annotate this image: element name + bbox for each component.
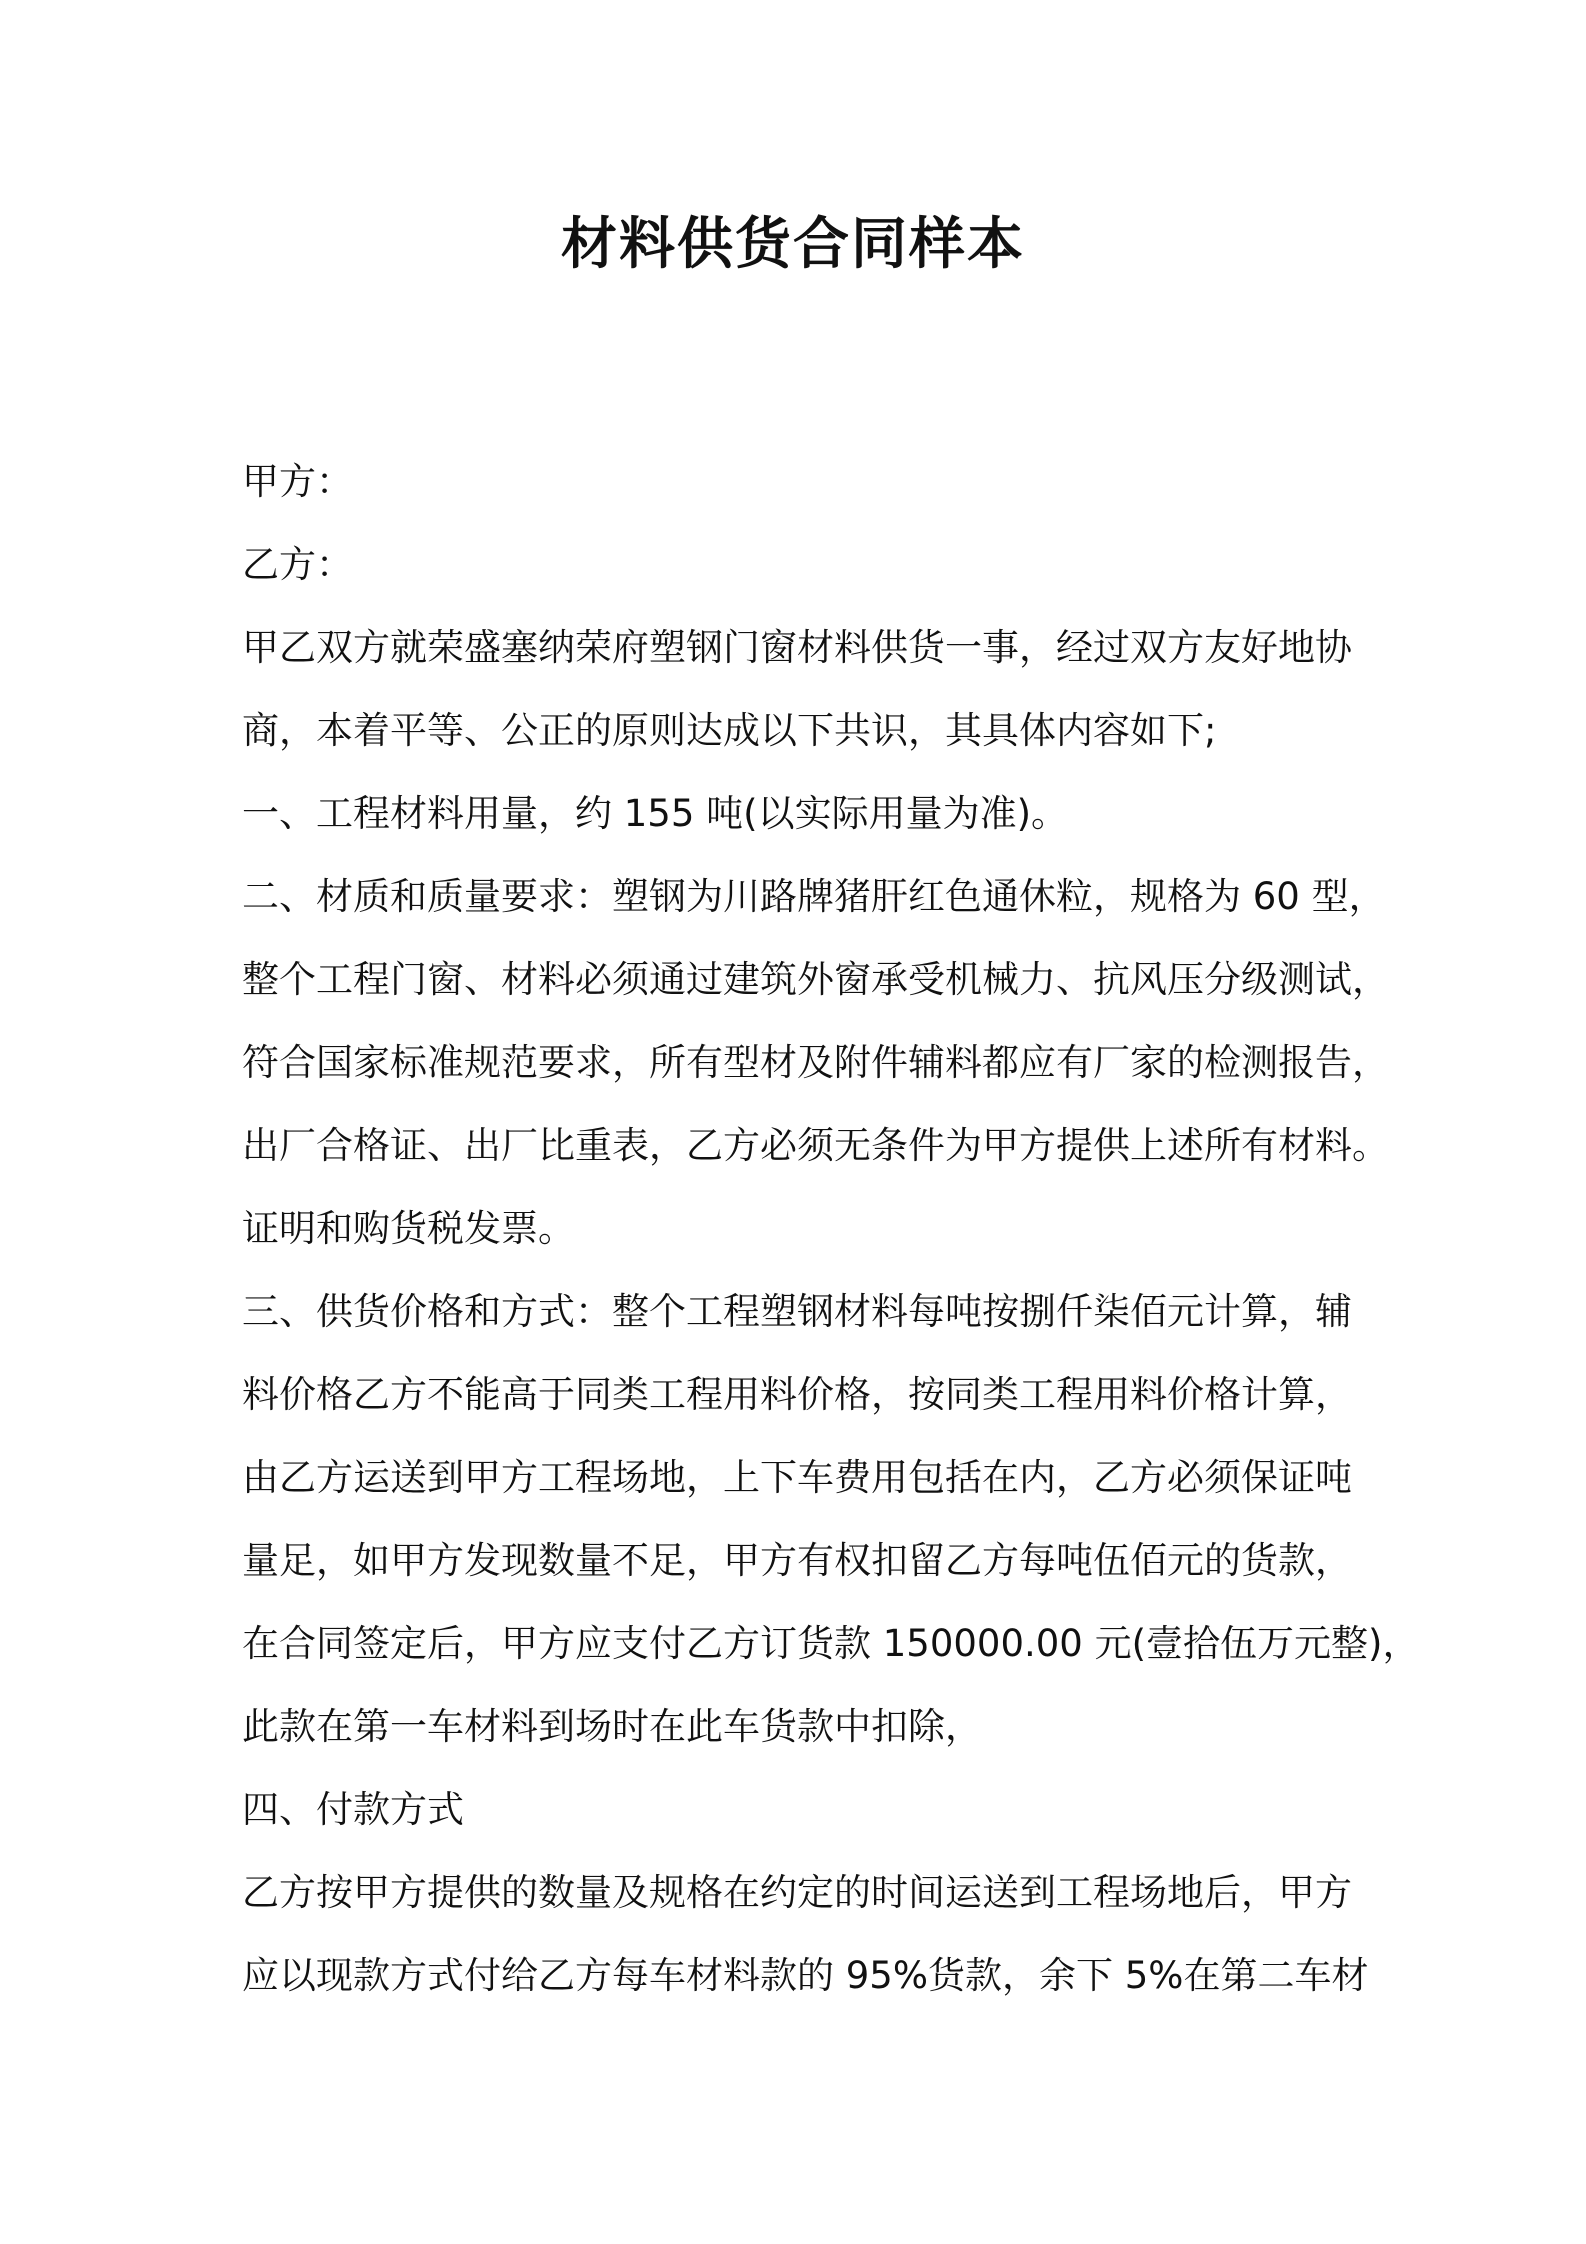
party-b-line: 乙方： <box>242 543 353 586</box>
clause-3-line: 量足，如甲方发现数量不足，甲方有权扣留乙方每吨伍佰元的货款， <box>242 1539 1352 1582</box>
document-body <box>242 440 1420 2017</box>
clause-3-line: 此款在第一车材料到场时在此车货款中扣除， <box>242 1705 982 1748</box>
intro-line: 商，本着平等、公正的原则达成以下共识，其具体内容如下; <box>242 709 1217 752</box>
clause-3-line: 料价格乙方不能高于同类工程用料价格，按同类工程用料价格计算， <box>242 1373 1352 1416</box>
document-title: 材料供货合同样本 <box>561 212 1025 277</box>
intro-line: 甲乙双方就荣盛塞纳荣府塑钢门窗材料供货一事，经过双方友好地协 <box>242 626 1352 669</box>
clause-2-line: 证明和购货税发票。 <box>242 1207 575 1250</box>
clause-3-line: 三、供货价格和方式：整个工程塑钢材料每吨按捌仟柒佰元计算，辅 <box>242 1290 1352 1333</box>
clause-2-line: 整个工程门窗、材料必须通过建筑外窗承受机械力、抗风压分级测试， <box>242 958 1389 1001</box>
clause-1-line: 一、工程材料用量，约 155 吨(以实际用量为准)。 <box>242 792 1069 835</box>
clause-2-line: 出厂合格证、出厂比重表，乙方必须无条件为甲方提供上述所有材料。 <box>242 1124 1389 1167</box>
clause-2-line: 二、材质和质量要求：塑钢为川路牌猪肝红色通休粒，规格为 60 型， <box>242 875 1386 918</box>
clause-4-line: 乙方按甲方提供的数量及规格在约定的时间运送到工程场地后，甲方 <box>242 1871 1352 1914</box>
party-a-line: 甲方： <box>242 460 353 503</box>
clause-2-line: 符合国家标准规范要求，所有型材及附件辅料都应有厂家的检测报告， <box>242 1041 1389 1084</box>
clause-3-line: 由乙方运送到甲方工程场地，上下车费用包括在内，乙方必须保证吨 <box>242 1456 1352 1499</box>
clause-4-line: 应以现款方式付给乙方每车材料款的 95%货款，余下 5%在第二车材 <box>242 1954 1369 1997</box>
clause-4-heading: 四、付款方式 <box>242 1788 464 1831</box>
clause-3-line: 在合同签定后，甲方应支付乙方订货款 150000.00 元(壹拾伍万元整)， <box>242 1622 1420 1665</box>
